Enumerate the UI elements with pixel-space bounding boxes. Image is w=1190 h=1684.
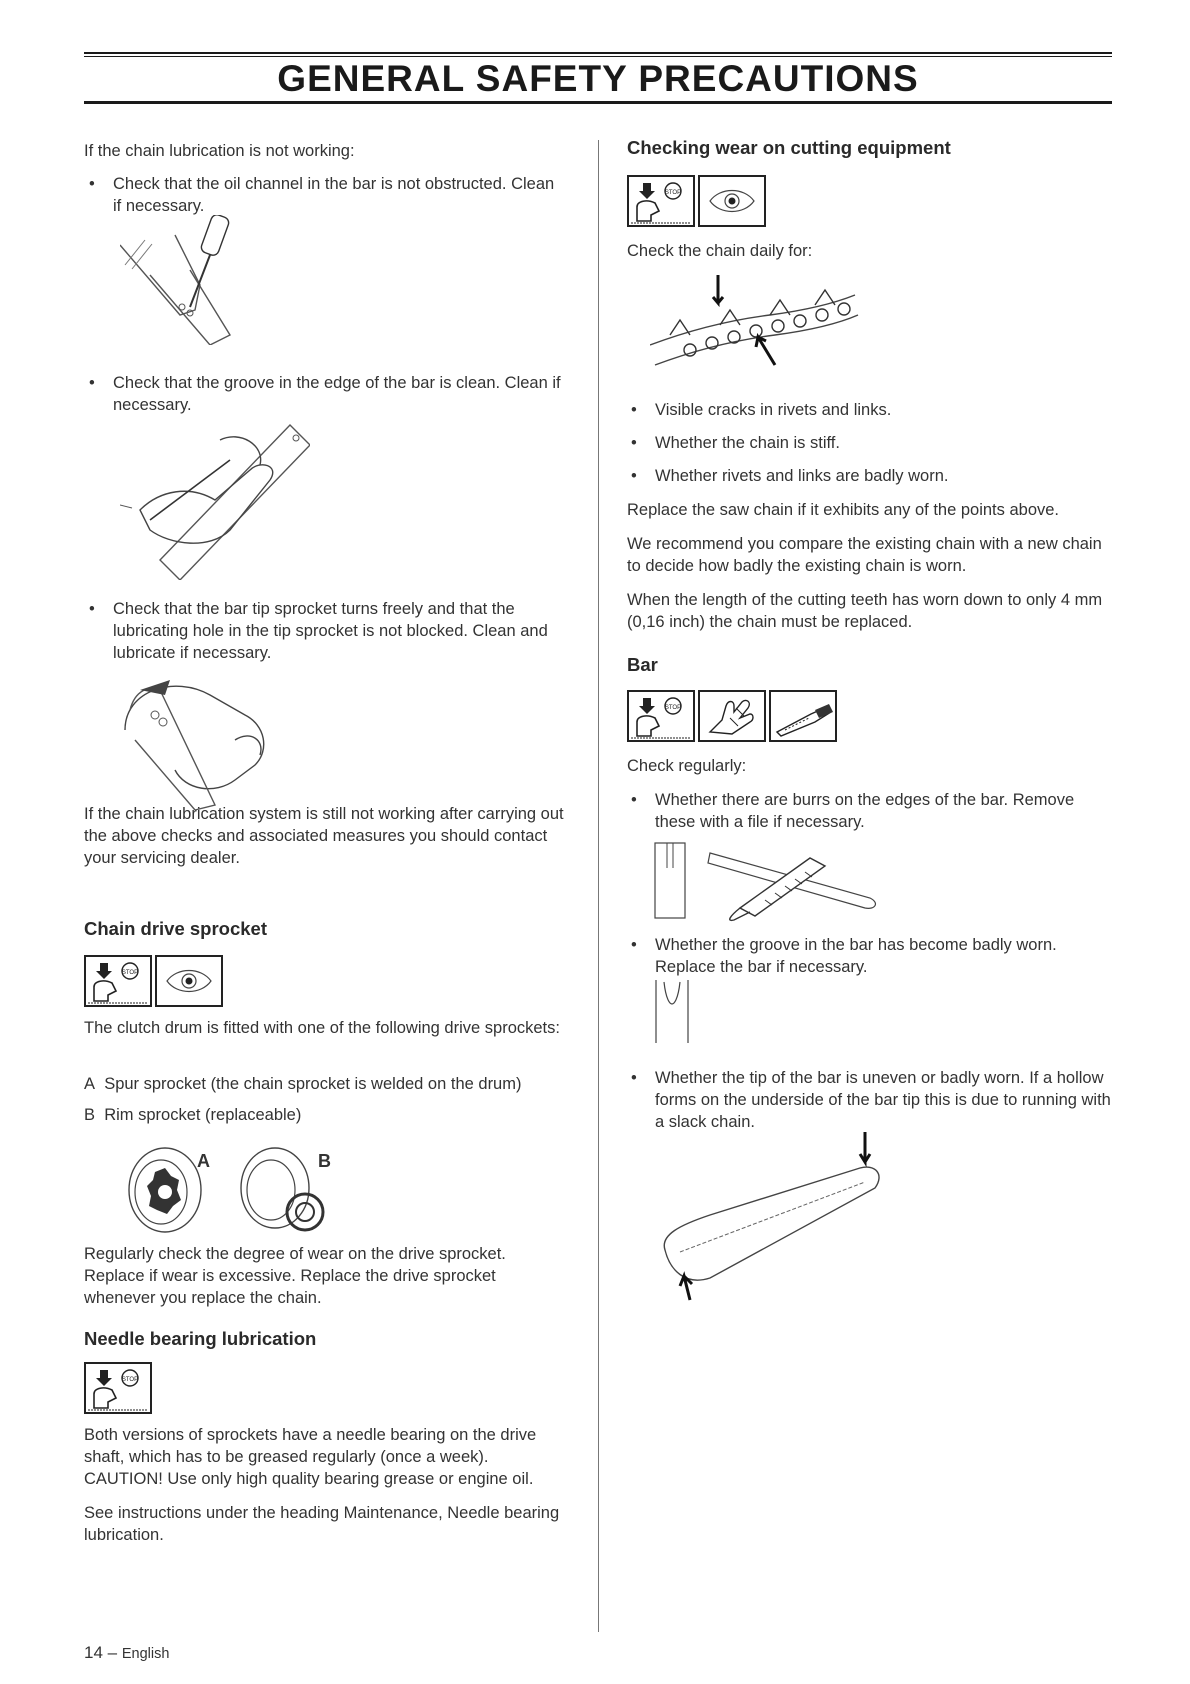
item-rim-sprocket: B Rim sprocket (replaceable) <box>84 1106 302 1124</box>
header-rule-bottom <box>84 101 1112 104</box>
groove-cleaning-illustration <box>120 420 310 580</box>
heading-checking-wear: Checking wear on cutting equipment <box>627 137 951 158</box>
heading-bar: Bar <box>627 654 658 675</box>
teeth-length-text: When the length of the cutting teeth has worn down to only 4 mm (0,16 inch) the chain must be replaced. <box>627 591 1103 631</box>
bullet-bar-tip: • Whether the tip of the bar is uneven or badly worn. If a hollow forms on the underside of the bar tip this is due to running with a slack chain. <box>631 1069 1111 1131</box>
header-rule-top <box>84 52 1112 54</box>
bullet-visible-cracks: • Visible cracks in rivets and links. <box>631 401 892 419</box>
bullet-rivets-worn: • Whether rivets and links are badly worn. <box>631 467 949 485</box>
check-regularly-text: Check regularly: <box>627 757 747 775</box>
needle-bearing-text: Both versions of sprockets have a needle bearing on the drive shaft, which has to be greased regularly (once a week). CAUTION! Use only high quality bearing grease or engine oil. <box>84 1426 537 1488</box>
page-title: GENERAL SAFETY PRECAUTIONS <box>277 58 919 99</box>
bullet-oil-channel: • Check that the oil channel in the bar is not obstructed. Clean if necessary. <box>89 175 555 215</box>
column-divider <box>598 140 599 1632</box>
page-footer <box>84 1643 169 1663</box>
sprocket-label-a: A <box>197 1151 210 1171</box>
stop-engine-icon <box>627 690 695 742</box>
stop-engine-icon <box>84 955 152 1007</box>
header-rule-top2 <box>84 56 1112 57</box>
checking-wear-icons <box>627 175 766 227</box>
screwdriver-bar-illustration <box>120 215 280 345</box>
clutch-drum-text: The clutch drum is fitted with one of the following drive sprockets: <box>84 1019 560 1037</box>
recommend-text: We recommend you compare the existing chain with a new chain to decide how badly the existing chain is worn. <box>627 535 1102 575</box>
bullet-groove: • Check that the groove in the edge of the bar is clean. Clean if necessary. <box>89 374 561 414</box>
footer-language: English <box>121 1646 170 1662</box>
bar-icons <box>627 690 837 742</box>
intro-text: If the chain lubrication is not working: <box>84 142 355 160</box>
chain-drive-icons <box>84 955 223 1007</box>
svg-text:STOP: STOP <box>121 1377 139 1383</box>
bar-groove-illustration <box>652 980 692 1045</box>
stop-engine-icon <box>84 1362 152 1414</box>
after-checks-text: If the chain lubrication system is still not working after carrying out the above checks and associated measures you should contact your servicing dealer. <box>84 805 564 867</box>
visual-check-icon <box>155 955 223 1007</box>
glove-icon <box>698 690 766 742</box>
heading-chain-drive-sprocket: Chain drive sprocket <box>84 918 268 939</box>
page-number: 14 – <box>84 1643 118 1662</box>
bullet-tip-sprocket: • Check that the bar tip sprocket turns freely and that the lubricating hole in the tip sprocket is not blocked. Clean and lubricate if necessary. <box>89 600 548 662</box>
file-icon <box>769 690 837 742</box>
bullet-bar-burrs: • Whether there are burrs on the edges of the bar. Remove these with a file if necessary. <box>631 791 1075 831</box>
heading-needle-bearing: Needle bearing lubrication <box>84 1328 317 1349</box>
tip-sprocket-illustration <box>115 670 280 810</box>
svg-text:STOP: STOP <box>664 190 682 196</box>
item-spur-sprocket: A Spur sprocket (the chain sprocket is welded on the drum) <box>84 1075 522 1093</box>
sprocket-label-b: B <box>318 1151 331 1171</box>
bullet-chain-stiff: • Whether the chain is stiff. <box>631 434 840 452</box>
saw-chain-illustration <box>650 275 860 390</box>
regular-check-text: Regularly check the degree of wear on the drive sprocket. Replace if wear is excessive. Replace the drive sprocket whenever you replace the chain. <box>84 1245 506 1307</box>
replace-chain-text: Replace the saw chain if it exhibits any of the points above. <box>627 501 1060 519</box>
bar-file-illustration <box>650 838 890 923</box>
check-daily-text: Check the chain daily for: <box>627 242 813 260</box>
needle-bearing-icons <box>84 1362 152 1414</box>
bullet-bar-groove: • Whether the groove in the bar has become badly worn. Replace the bar if necessary. <box>631 936 1057 976</box>
svg-text:STOP: STOP <box>121 970 139 976</box>
needle-bearing-see-text: See instructions under the heading Maintenance, Needle bearing lubrication. <box>84 1504 560 1544</box>
stop-engine-icon <box>627 175 695 227</box>
visual-check-icon <box>698 175 766 227</box>
svg-text:STOP: STOP <box>664 705 682 711</box>
bar-tip-illustration <box>650 1130 910 1305</box>
